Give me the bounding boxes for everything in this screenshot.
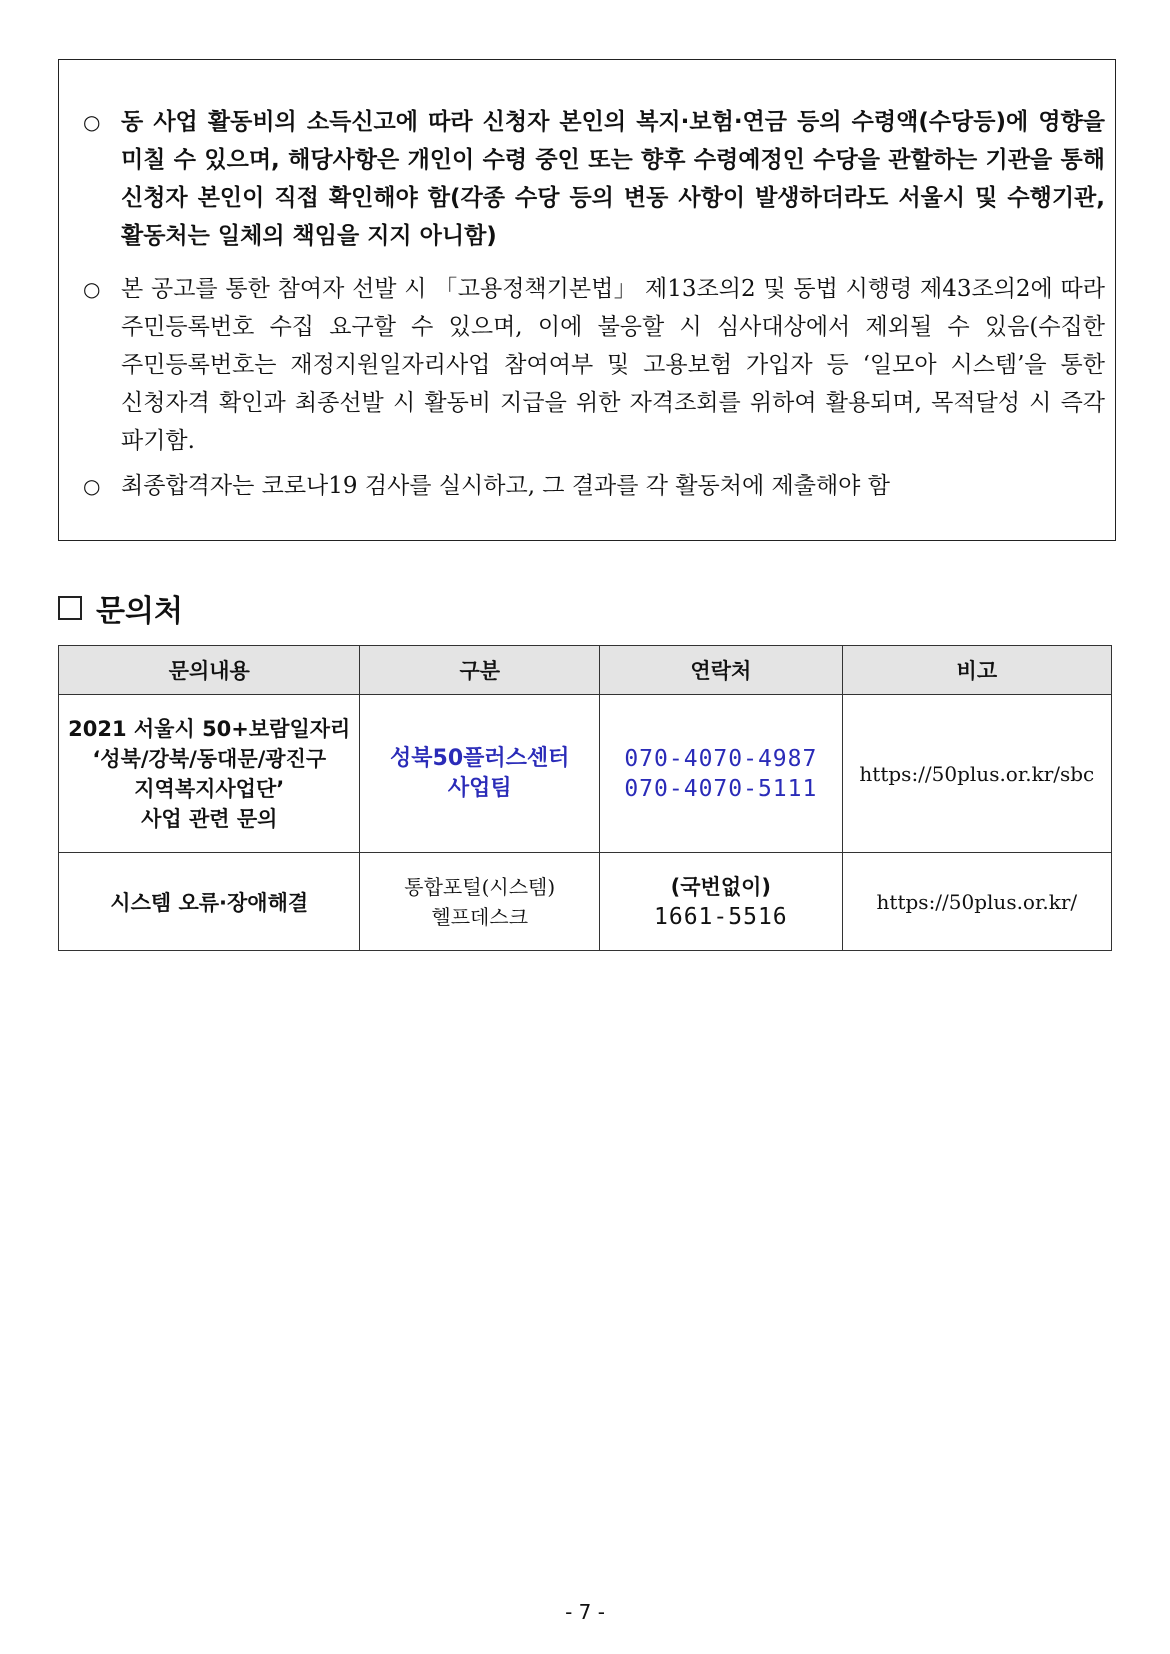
header-note: 비고 [842, 646, 1111, 695]
table-header-row [59, 646, 1112, 695]
table-row [59, 853, 1112, 951]
phone-number[interactable]: 1661-5516 [654, 903, 788, 930]
inquiry-line: 지역복지사업단’ [134, 776, 285, 801]
phone-note: (국번없이) [670, 874, 771, 899]
inquiry-line: ‘성북/강북/동대문/광진구 [92, 746, 327, 771]
cell-category [360, 853, 600, 951]
category-line: 헬프데스크 [431, 904, 529, 929]
cell-contact [599, 695, 842, 853]
cell-contact [599, 853, 842, 951]
notice-item-covid-test [83, 467, 1105, 505]
header-inquiry: 문의내용 [59, 646, 360, 695]
section-title-label: 문의처 [96, 594, 183, 629]
cell-inquiry [59, 853, 360, 951]
category-line: 성북50플러스센터 [390, 745, 570, 771]
phone-number[interactable]: 070-4070-5111 [624, 775, 818, 802]
circle-bullet-icon: ○ [83, 110, 101, 134]
notice-item-text: 최종합격자는 코로나19 검사를 실시하고, 그 결과를 각 활동처에 제출해야 함 [121, 473, 890, 499]
website-link[interactable]: https://50plus.or.kr/ [876, 889, 1078, 914]
category-line: 사업팀 [447, 775, 512, 801]
table-row [59, 695, 1112, 853]
circle-bullet-icon: ○ [83, 474, 101, 498]
notice-item-text: 본 공고를 통한 참여자 선발 시 「고용정책기본법」 제13조의2 및 동법 시행령 제43조의2에 따라 주민등록번호 수집 요구할 수 있으며, 이에 불응할 시 심사대상에서 제외될 수 있음(수집한 주민등록번호는 재정지원일자리사업 참여여부 및 고용보험 가입자 등 ‘일모아 시스템’을 통한 신청자격 확인과 최종선발 시 활동비 지급을 위한 자격조회를 위하여 활용되며, 목적달성 시 즉각 파기함. [121, 276, 1105, 454]
inquiry-line: 사업 관련 문의 [141, 806, 278, 831]
phone-number[interactable]: 070-4070-4987 [624, 745, 818, 772]
cell-note [842, 695, 1111, 853]
notice-item-income-report [83, 103, 1105, 255]
website-link[interactable]: https://50plus.or.kr/sbc [859, 761, 1095, 786]
cell-inquiry [59, 695, 360, 853]
category-line: 통합포털(시스템) [404, 874, 556, 899]
inquiry-text: 시스템 오류·장애해결 [110, 890, 309, 915]
header-contact: 연락처 [599, 646, 842, 695]
page-number: - 7 - [565, 1600, 605, 1624]
notice-item-text: 동 사업 활동비의 소득신고에 따라 신청자 본인의 복지·보험·연금 등의 수령액(수당등)에 영향을 미칠 수 있으며, 해당사항은 개인이 수령 중인 또는 향후 수령예정인 수당을 관할하는 기관을 통해 신청자 본인이 직접 확인해야 함(각종 수당 등의 변동 사항이 발생하더라도 서울시 및 수행기관, 활동처는 일체의 책임을 지지 아니함) [121, 109, 1105, 249]
inquiry-line: 2021 서울시 50+보람일자리 [68, 716, 351, 741]
contact-table [58, 645, 1112, 951]
cell-note [842, 853, 1111, 951]
circle-bullet-icon: ○ [83, 277, 101, 301]
section-title-contact [58, 588, 183, 628]
header-category: 구분 [360, 646, 600, 695]
empty-square-icon [58, 596, 82, 620]
notice-item-resident-number [83, 270, 1105, 460]
notice-box [58, 59, 1116, 541]
cell-category [360, 695, 600, 853]
